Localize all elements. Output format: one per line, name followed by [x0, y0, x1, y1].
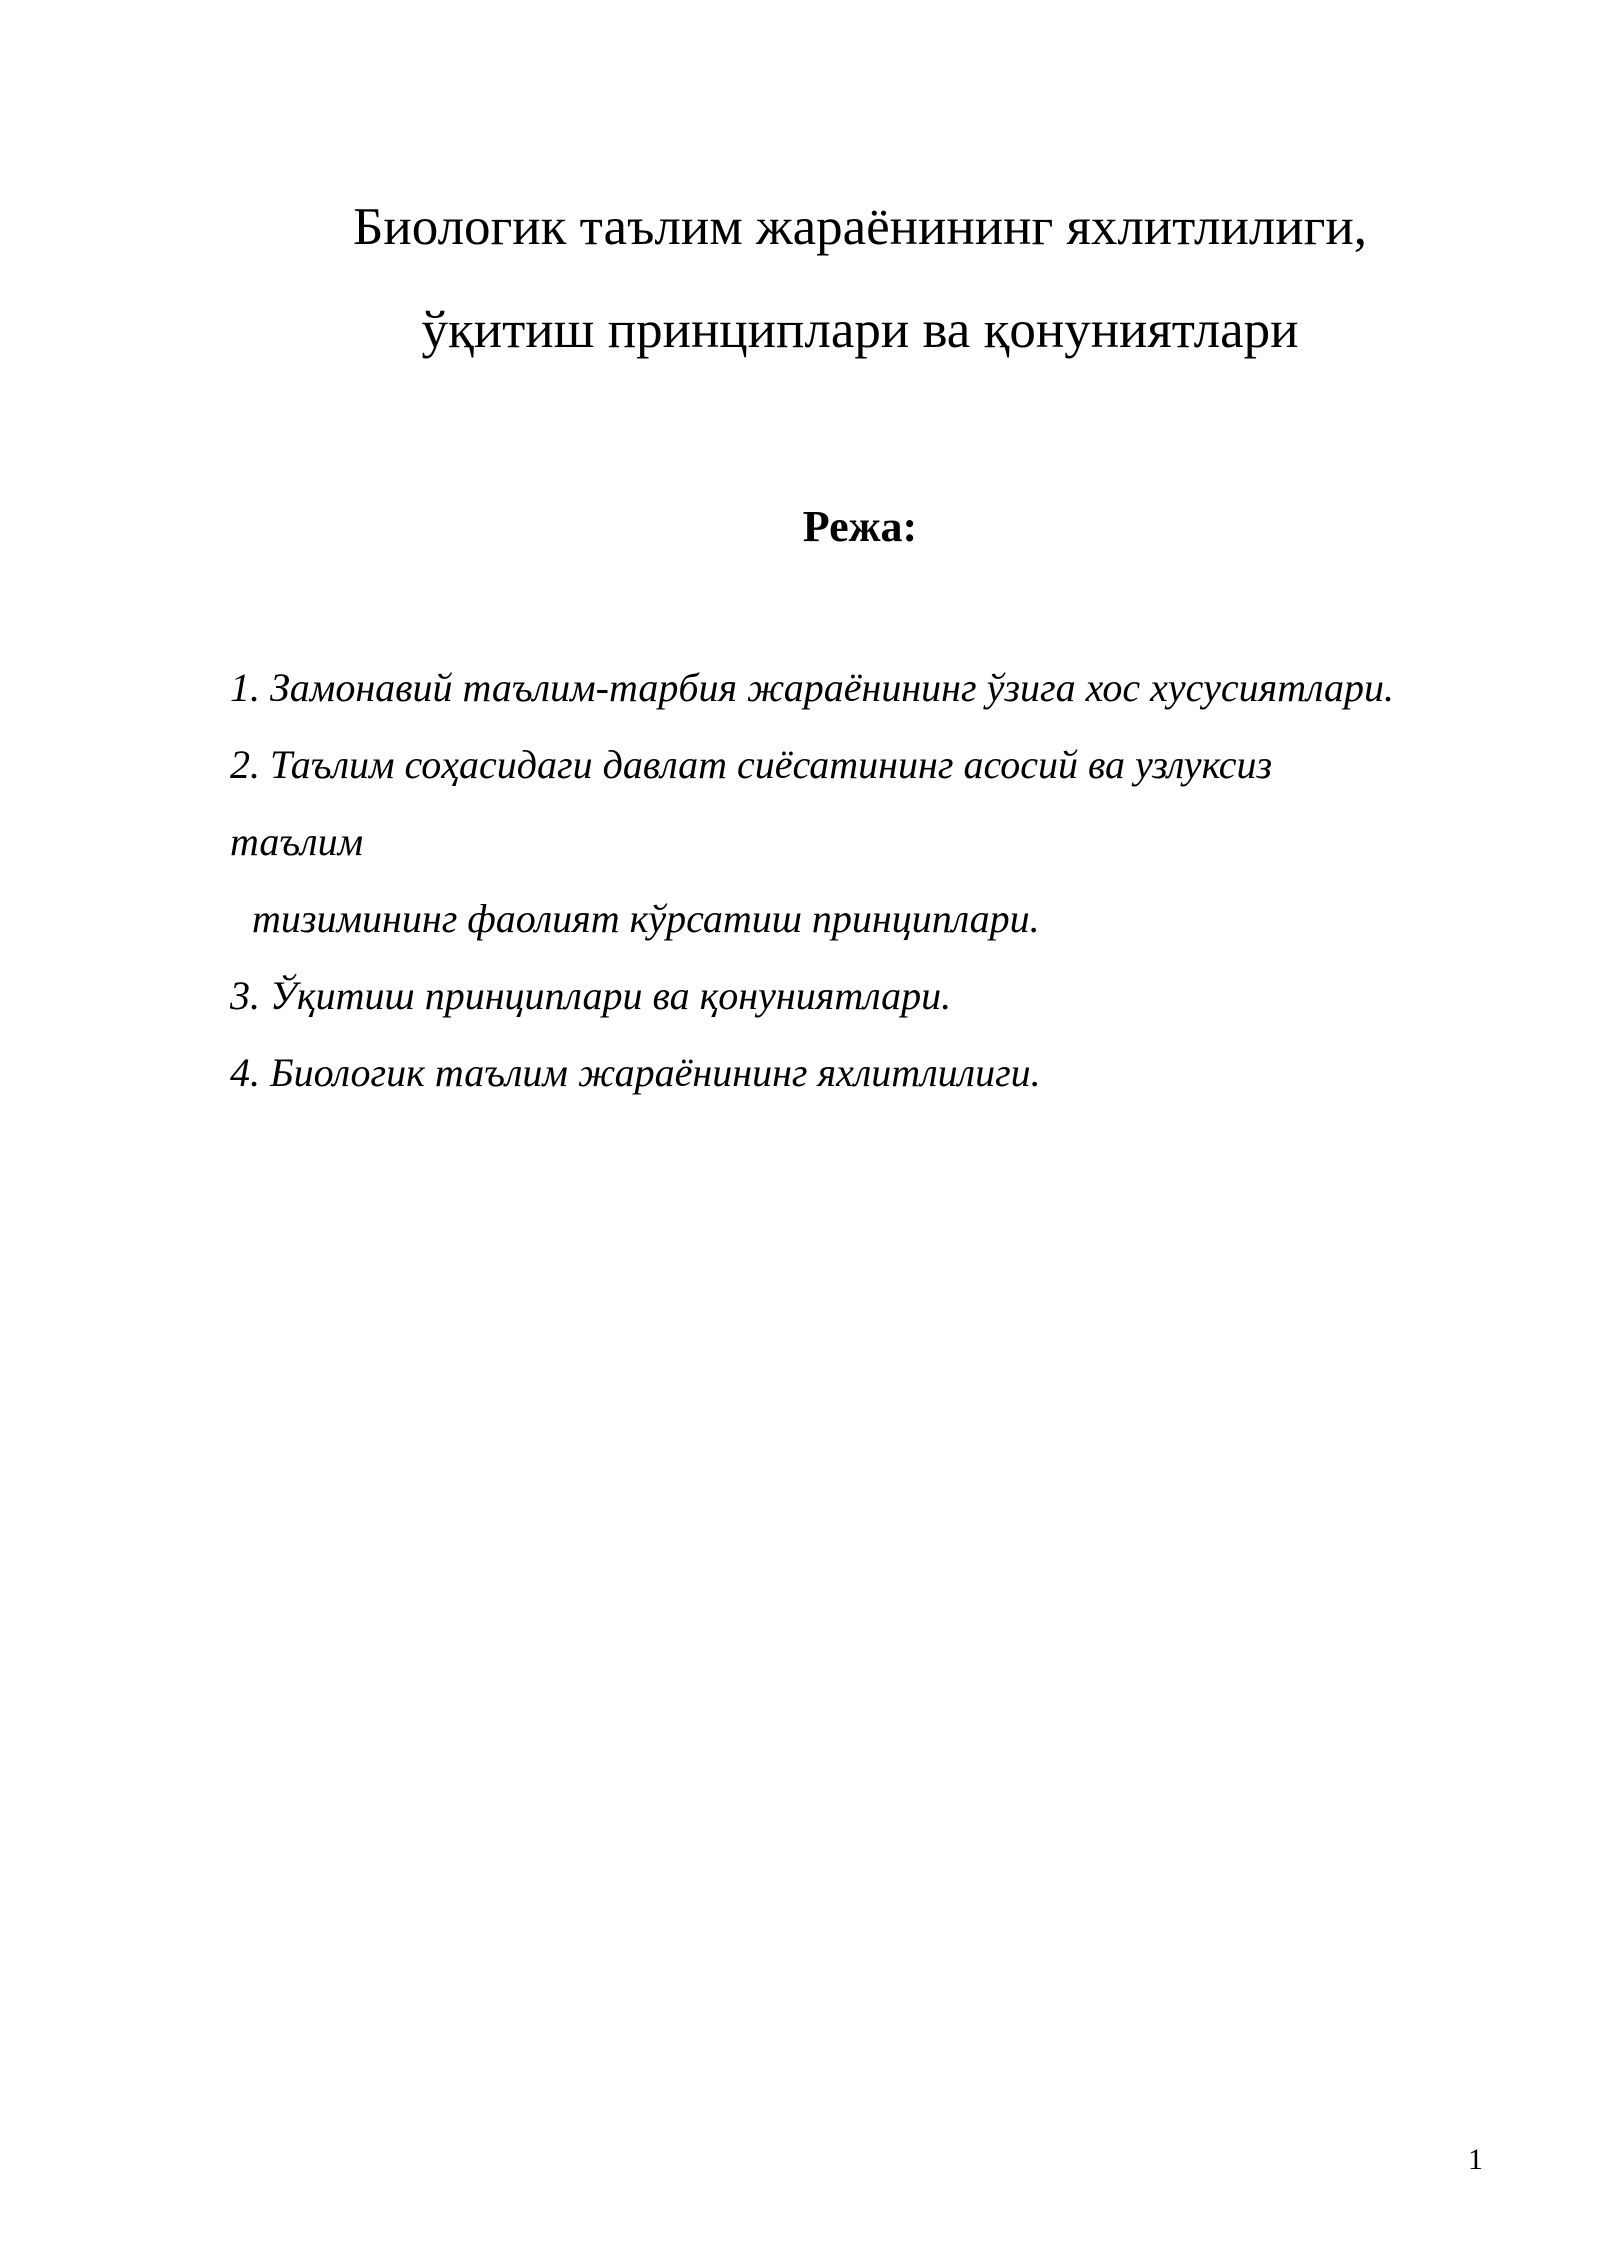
page-number: 1 — [1468, 2143, 1483, 2176]
plan-heading: Режа: — [802, 502, 918, 551]
plan-item-2-part-1: 2. Таълим соҳасидаги давлат сиёсатининг асосий ва узлуксиз — [230, 742, 1273, 787]
plan-item-4: 4. Биологик таълим жараёнининг яхлитлилиги. — [230, 1050, 1041, 1095]
plan-item-2-part-2: таълим — [230, 819, 364, 864]
document-title-line-1: Биологик таълим жараёнининг яхлитлилиги, — [353, 198, 1367, 256]
plan-item-2-part-3: тизимининг фаолият кўрсатиш принциплари. — [252, 896, 1040, 941]
plan-item-1: 1. Замонавий таълим-тарбия жараёнининг ўзига хос хусусиятлари. — [230, 665, 1395, 710]
document-title-line-2: ўқитиш принциплари ва қонуниятлари — [421, 301, 1299, 359]
plan-item-3: 3. Ўқитиш принциплари ва қонуниятлари. — [230, 973, 952, 1018]
